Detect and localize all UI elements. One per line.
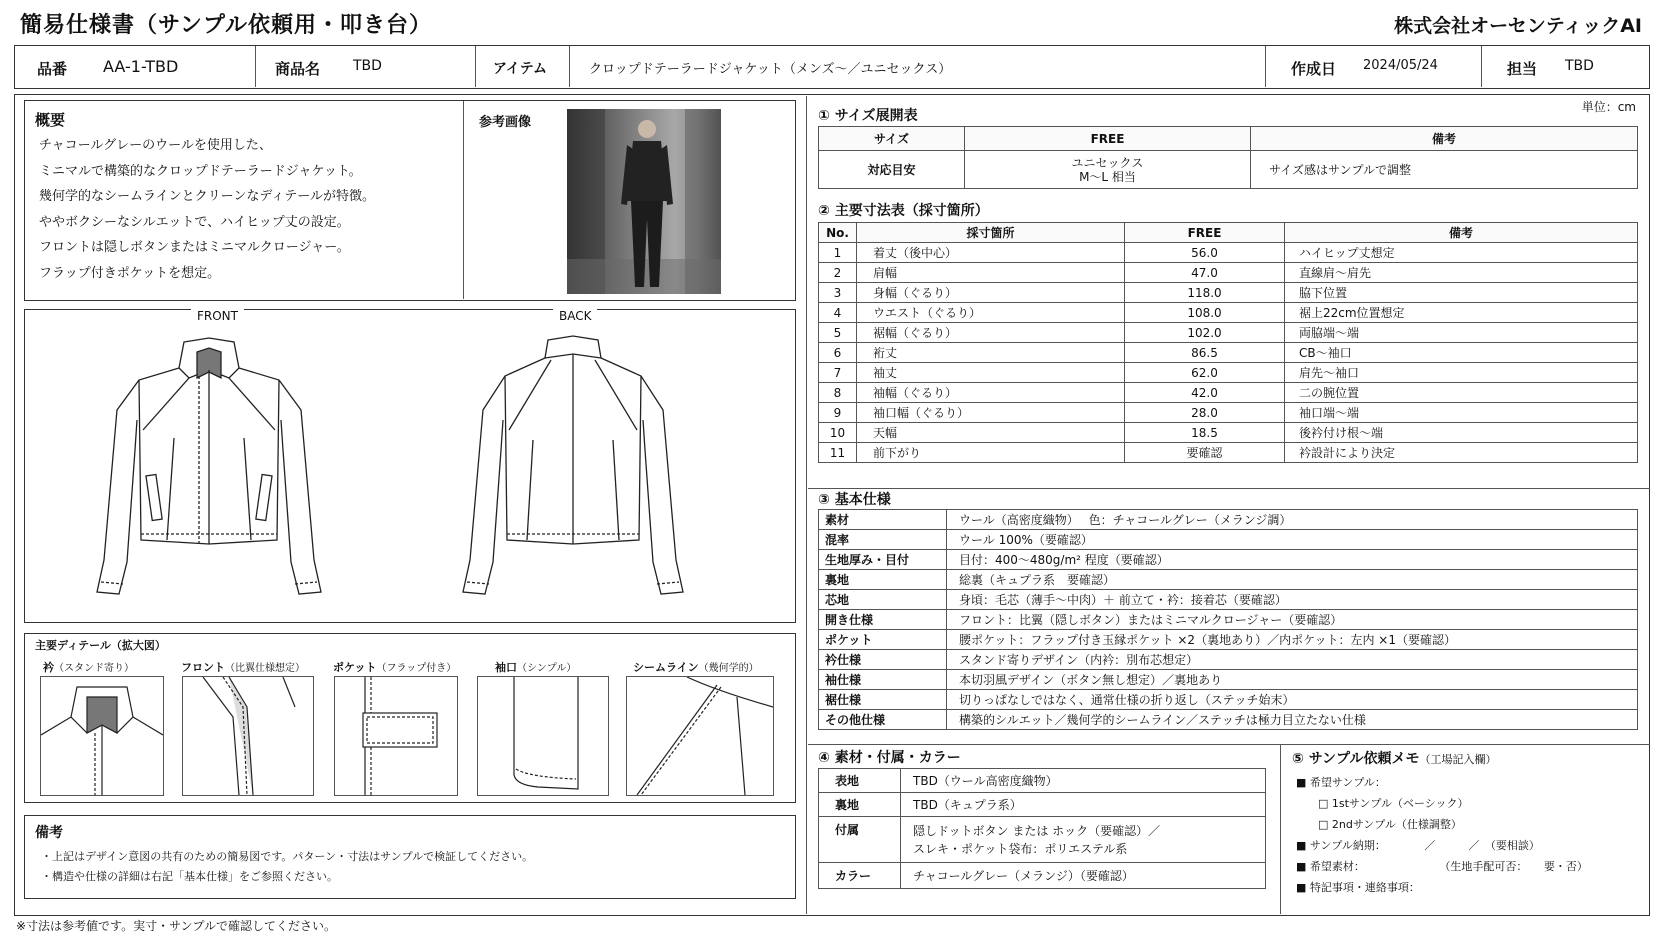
measure-cell: ハイヒップ丈想定 <box>1285 243 1638 263</box>
memo-wish-material-row <box>1296 858 1642 874</box>
basic-spec-label: 袖仕様 <box>819 670 947 690</box>
materials-value <box>901 863 1266 889</box>
measure-cell: 62.0 <box>1125 363 1285 383</box>
basic-spec-row <box>819 690 1638 710</box>
measure-cell: 天幅 <box>857 423 1125 443</box>
size-row-value: M〜L 相当 <box>1079 169 1136 184</box>
measure-cell: 102.0 <box>1125 323 1285 343</box>
measure-cell: 6 <box>819 343 857 363</box>
materials-row <box>819 863 1266 889</box>
size-header: FREE <box>965 127 1251 151</box>
measure-cell: 脇下位置 <box>1285 283 1638 303</box>
memo-title: ⑤ サンプル依頼メモ <box>1292 751 1420 767</box>
basic-spec-value: フロント：比翼（隠しボタン）またはミニマルクロージャー（要確認） <box>947 610 1638 630</box>
detail-caption-collar <box>43 659 134 675</box>
size-row-value: ユニセックス <box>1071 155 1144 170</box>
info-bar <box>14 45 1650 89</box>
overview-line: フラップ付きポケットを想定。 <box>39 265 221 281</box>
date-value: 2024/05/24 <box>1363 58 1438 73</box>
basic-spec-label: 開き仕様 <box>819 610 947 630</box>
measure-header: No. <box>819 223 857 243</box>
measure-row <box>819 423 1638 443</box>
measure-cell: 後衿付け根〜端 <box>1285 423 1638 443</box>
materials-value <box>901 793 1266 817</box>
basic-spec-row <box>819 710 1638 730</box>
reference-image-label: 参考画像 <box>479 115 532 130</box>
measure-cell: 3 <box>819 283 857 303</box>
front-label: FRONT <box>191 309 244 323</box>
memo-wish-material: ■ 希望素材： <box>1296 860 1365 873</box>
materials-label: 付属 <box>819 817 901 863</box>
measure-row <box>819 263 1638 283</box>
overview-line: フロントは隠しボタンまたはミニマルクロージャー。 <box>39 240 350 255</box>
detail-collar-image <box>40 676 164 796</box>
detail-cuff-image <box>477 676 609 796</box>
unit-label: 単位：cm <box>1581 100 1636 114</box>
detail-main: 衿 <box>43 661 54 674</box>
back-label: BACK <box>553 309 597 323</box>
materials-row <box>819 817 1266 863</box>
basic-spec-value: 身頃：毛芯（薄手〜中肉）＋ 前立て・衿：接着芯（要確認） <box>947 590 1638 610</box>
measure-cell: 要確認 <box>1125 443 1285 463</box>
basic-spec-value: ウール（高密度織物） 色：チャコールグレー（メランジ調） <box>947 510 1638 530</box>
measure-cell: 47.0 <box>1125 263 1285 283</box>
person-label: 担当 <box>1507 60 1538 78</box>
detail-main: 袖口 <box>495 661 517 674</box>
basic-spec-label: 裾仕様 <box>819 690 947 710</box>
basic-spec-row <box>819 590 1638 610</box>
measure-cell: 8 <box>819 383 857 403</box>
overview-line: 幾何学的なシームラインとクリーンなディテールが特徴。 <box>39 189 376 204</box>
basic-spec-value: 本切羽風デザイン（ボタン無し想定）／裏地あり <box>947 670 1638 690</box>
measure-cell: 7 <box>819 363 857 383</box>
measure-cell: 5 <box>819 323 857 343</box>
materials-title: ④ 素材・付属・カラー <box>818 750 961 766</box>
overview-title: 概要 <box>35 111 66 129</box>
back-jacket-drawing <box>443 330 703 615</box>
measure-cell: 裾上22cm位置想定 <box>1285 303 1638 323</box>
footer-note: ※寸法は参考値です。実寸・サンプルで確認してください。 <box>16 919 337 933</box>
detail-front-image <box>182 676 314 796</box>
basic-spec-row <box>819 670 1638 690</box>
memo-title-sub: （工場記入欄） <box>1419 753 1497 766</box>
measure-row <box>819 363 1638 383</box>
materials-label: 表地 <box>819 769 901 793</box>
size-row-note: サイズ感はサンプルで調整 <box>1251 151 1638 189</box>
measure-header: 採寸箇所 <box>857 223 1125 243</box>
basic-spec-label: 混率 <box>819 530 947 550</box>
name-value: TBD <box>353 58 382 74</box>
detail-main: フロント <box>181 661 225 674</box>
basic-spec-row <box>819 530 1638 550</box>
detail-sub: （スタンド寄り） <box>54 663 134 674</box>
measure-cell: ウエスト（ぐるり） <box>857 303 1125 323</box>
measure-cell: 1 <box>819 243 857 263</box>
measure-cell: CB〜袖口 <box>1285 343 1638 363</box>
measure-cell: 袖丈 <box>857 363 1125 383</box>
basic-spec-value: ウール 100%（要確認） <box>947 530 1638 550</box>
hinban-label: 品番 <box>37 60 68 78</box>
measure-row <box>819 243 1638 263</box>
basic-spec-row <box>819 550 1638 570</box>
technical-drawing-panel <box>24 309 796 623</box>
measure-cell: 9 <box>819 403 857 423</box>
measure-cell: 着丈（後中心） <box>857 243 1125 263</box>
memo-option-2: □ 2ndサンプル（仕様調整） <box>1318 818 1462 831</box>
memo-wish-material-note: （生地手配可否： 要・否） <box>1444 860 1588 873</box>
measure-cell: 56.0 <box>1125 243 1285 263</box>
basic-spec-label: 生地厚み・目付 <box>819 550 947 570</box>
measure-cell: 42.0 <box>1125 383 1285 403</box>
materials-label: カラー <box>819 863 901 889</box>
materials-row <box>819 793 1266 817</box>
materials-value-line: 隠しドットボタン または ホック（要確認）／ <box>913 823 1161 838</box>
basic-spec-row <box>819 510 1638 530</box>
memo-panel <box>1292 748 1642 895</box>
measure-cell: 11 <box>819 443 857 463</box>
basic-spec-label: 裏地 <box>819 570 947 590</box>
measure-cell: 18.5 <box>1125 423 1285 443</box>
measure-cell: 肩先〜袖口 <box>1285 363 1638 383</box>
overview-line: ミニマルで構築的なクロップドテーラードジャケット。 <box>39 163 362 179</box>
materials-table <box>818 768 1266 889</box>
size-table <box>818 126 1638 189</box>
date-label: 作成日 <box>1291 60 1337 78</box>
measure-cell: 肩幅 <box>857 263 1125 283</box>
item-value: クロップドテーラードジャケット（メンズ〜／ユニセックス） <box>589 62 952 77</box>
basic-spec-value: 総裏（キュプラ系 要確認） <box>947 570 1638 590</box>
measure-cell: 118.0 <box>1125 283 1285 303</box>
detail-sub: （幾何学的） <box>698 663 759 674</box>
basic-spec-row <box>819 650 1638 670</box>
materials-row <box>819 769 1266 793</box>
name-label: 商品名 <box>275 60 321 78</box>
basic-spec-value: 腰ポケット：フラップ付き玉縁ポケット ×2（裏地あり）／内ポケット：左内 ×1（要確認） <box>947 630 1638 650</box>
basic-spec-title: ③ 基本仕様 <box>818 492 891 508</box>
measure-cell: 裾幅（ぐるり） <box>857 323 1125 343</box>
measure-row <box>819 283 1638 303</box>
basic-spec-value: 構築的シルエット／幾何学的シームライン／ステッチは極力目立たない仕様 <box>947 710 1638 730</box>
materials-value-line: TBD（ウール高密度織物） <box>913 773 1058 788</box>
measure-cell: 両脇端〜端 <box>1285 323 1638 343</box>
measure-cell: 86.5 <box>1125 343 1285 363</box>
measure-table <box>818 222 1638 463</box>
materials-value-line: チャコールグレー（メランジ）（要確認） <box>913 868 1134 883</box>
measure-cell: 裄丈 <box>857 343 1125 363</box>
measure-cell: 前下がり <box>857 443 1125 463</box>
detail-sub: （シンプル） <box>517 663 577 674</box>
measure-cell: 108.0 <box>1125 303 1285 323</box>
basic-spec-value: 切りっぱなしではなく、通常仕様の折り返し（ステッチ始末） <box>947 690 1638 710</box>
measure-header: 備考 <box>1285 223 1638 243</box>
measure-row <box>819 303 1638 323</box>
measure-cell: 2 <box>819 263 857 283</box>
measure-row <box>819 323 1638 343</box>
basic-spec-value: 目付：400〜480g/m² 程度（要確認） <box>947 550 1638 570</box>
basic-spec-label: ポケット <box>819 630 947 650</box>
basic-spec-value: スタンド寄りデザイン（内衿：別布芯想定） <box>947 650 1638 670</box>
measure-cell: 袖口端〜端 <box>1285 403 1638 423</box>
measure-cell: 身幅（ぐるり） <box>857 283 1125 303</box>
detail-caption-cuff <box>495 659 576 675</box>
basic-spec-label: 衿仕様 <box>819 650 947 670</box>
measure-cell: 二の腕位置 <box>1285 383 1638 403</box>
size-row-label: 対応目安 <box>819 151 965 189</box>
measure-row <box>819 383 1638 403</box>
materials-value <box>901 769 1266 793</box>
measure-header: FREE <box>1125 223 1285 243</box>
measure-row <box>819 343 1638 363</box>
basic-spec-label: その他仕様 <box>819 710 947 730</box>
front-jacket-drawing <box>79 330 339 615</box>
remarks-title: 備考 <box>35 825 63 841</box>
remarks-line: ・上記はデザイン意図の共有のための簡易図です。パターン・寸法はサンプルで検証してください。 <box>41 850 534 863</box>
detail-pocket-image <box>334 676 458 796</box>
person-value: TBD <box>1565 58 1594 74</box>
size-header: 備考 <box>1251 127 1638 151</box>
detail-caption-front <box>181 659 305 675</box>
detail-caption-pocket <box>333 659 456 675</box>
memo-special: ■ 特記事項・連絡事項： <box>1296 881 1420 894</box>
basic-spec-label: 芯地 <box>819 590 947 610</box>
size-header: サイズ <box>819 127 965 151</box>
measure-row <box>819 443 1638 463</box>
measure-cell: 袖幅（ぐるり） <box>857 383 1125 403</box>
basic-spec-row <box>819 570 1638 590</box>
remarks-line: ・構造や仕様の詳細は右記「基本仕様」をご参照ください。 <box>41 870 338 883</box>
details-panel <box>24 633 796 803</box>
basic-spec-label: 素材 <box>819 510 947 530</box>
memo-deadline: ■ サンプル納期： ／ ／ （要相談） <box>1296 839 1540 852</box>
detail-sub: （フラップ付き） <box>376 663 457 674</box>
item-label: アイテム <box>493 61 548 77</box>
overview-text <box>39 133 375 286</box>
hinban-value: AA-1-TBD <box>103 57 179 76</box>
overview-line: ややボクシーなシルエットで、ハイヒップ丈の設定。 <box>39 214 350 230</box>
overview-line: チャコールグレーのウールを使用した、 <box>39 138 272 153</box>
measure-cell: 衿設計により決定 <box>1285 443 1638 463</box>
materials-value-line: TBD（キュプラ系） <box>913 797 1022 812</box>
measure-cell: 直線肩〜肩先 <box>1285 263 1638 283</box>
materials-value <box>901 817 1266 863</box>
company-name: 株式会社オーセンティックAI <box>1394 15 1642 37</box>
detail-seam-image <box>626 676 774 796</box>
remarks-panel <box>24 815 796 899</box>
basic-spec-row <box>819 630 1638 650</box>
measure-cell: 28.0 <box>1125 403 1285 423</box>
memo-wish-sample: ■ 希望サンプル： <box>1296 776 1386 789</box>
overview-panel <box>24 100 796 301</box>
page-title: 簡易仕様書（サンプル依頼用・叩き台） <box>20 13 433 38</box>
basic-spec-row <box>819 610 1638 630</box>
basic-spec-table <box>818 509 1638 730</box>
measure-row <box>819 403 1638 423</box>
detail-caption-seam <box>633 659 759 675</box>
measure-cell: 10 <box>819 423 857 443</box>
reference-photo <box>567 109 721 294</box>
detail-main: シームライン <box>633 661 699 674</box>
measure-table-title: ② 主要寸法表（採寸箇所） <box>818 203 989 219</box>
materials-value-line: スレキ・ポケット袋布：ポリエステル系 <box>913 841 1128 856</box>
measure-cell: 4 <box>819 303 857 323</box>
memo-option-1: □ 1stサンプル（ベーシック） <box>1318 797 1469 810</box>
materials-label: 裏地 <box>819 793 901 817</box>
details-title: 主要ディテール（拡大図） <box>35 639 166 652</box>
detail-main: ポケット <box>333 661 377 674</box>
measure-cell: 袖口幅（ぐるり） <box>857 403 1125 423</box>
size-table-title: ① サイズ展開表 <box>818 108 918 124</box>
detail-sub: （比翼仕様想定） <box>225 663 305 674</box>
